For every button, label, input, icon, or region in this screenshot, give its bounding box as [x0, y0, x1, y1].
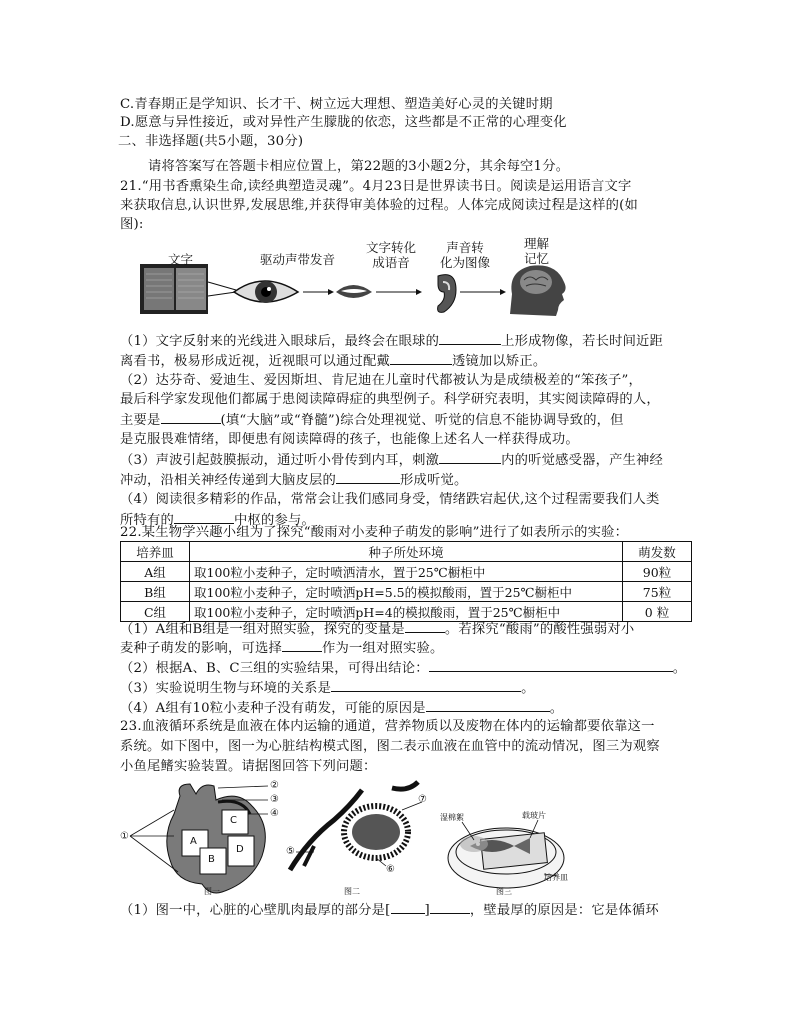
flow-label-speech: 文字转化 成语音 — [366, 240, 417, 270]
flow-label-text: 文字 — [168, 252, 194, 267]
text: 。 — [672, 661, 687, 676]
text: 中枢的参与。 — [234, 513, 315, 528]
q23-text-2: 系统。如下图中，图一为心脏结构模式图，图二表示血液在血管中的流动情况，图三为观察 — [120, 739, 660, 754]
text: ] — [424, 903, 430, 918]
answer-blank[interactable] — [161, 410, 221, 424]
q21-3-line-2 — [120, 470, 467, 490]
answer-blank[interactable] — [430, 900, 470, 914]
slide-label: 载玻片 — [522, 811, 546, 820]
text: （3）实验说明生物与环境的关系是 — [120, 681, 332, 696]
text: （1）A组和B组是一组对照实验，探究的变量是 — [120, 622, 405, 637]
reading-flow-art — [138, 234, 578, 318]
section-heading: 二、非选择题(共5小题，30分) — [118, 134, 304, 149]
text: （4）A组有10粒小麦种子没有萌发，可能的原因是 — [120, 701, 426, 716]
q21-1-line-2 — [120, 351, 546, 371]
book-icon — [140, 264, 236, 314]
q21-text-1: 21.“用书香熏染生命,读经典塑造灵魂”。4月23日是世界读书日。阅读是运用语言文字 — [120, 179, 632, 194]
answer-blank[interactable] — [405, 619, 445, 633]
text: 麦种子萌发的影响，可选择 — [120, 641, 282, 656]
petri-dish-label: 培养皿 — [544, 873, 568, 882]
reading-process-diagram — [138, 234, 578, 318]
text: （3）声波引起鼓膜振动，通过听小骨传到内耳，刺激 — [120, 453, 440, 468]
q21-2-line-4: 是克服畏难情绪，即便患有阅读障碍的孩子，也能像上述名人一样获得成功。 — [120, 432, 579, 447]
capillary-diagram — [290, 782, 422, 870]
text: （1）图一中，心脏的心壁肌肉最厚的部分是[ — [120, 903, 391, 918]
text: 离看书，极易形成近视，近视眼可以通过配戴 — [120, 354, 390, 369]
q22-1-line-2 — [120, 638, 443, 658]
table-cell: 75粒 — [623, 582, 692, 602]
text: 冲动，沿相关神经传递到大脑皮层的 — [120, 473, 336, 488]
table-header: 萌发数 — [623, 542, 692, 562]
q21-3-line-1 — [120, 450, 663, 470]
table-cell: A组 — [121, 562, 190, 582]
heart-marker-4: ④ — [270, 808, 279, 819]
vessel-marker-7: ⑦ — [418, 794, 427, 805]
text: ，壁最厚的原因是：它是体循环 — [469, 903, 659, 918]
q21-text-3: 图): — [120, 217, 144, 232]
chamber-b: B — [208, 854, 215, 865]
text: （2）根据A、B、C三组的实验结果，可得出结论： — [120, 661, 429, 676]
q22-4-line — [120, 698, 563, 718]
answer-blank[interactable] — [426, 698, 550, 712]
chamber-d: D — [236, 844, 244, 855]
figure-3-caption: 图三 — [496, 887, 512, 896]
heart-marker-2: ② — [270, 780, 279, 791]
figure-2-caption: 图二 — [344, 887, 360, 896]
answer-blank[interactable] — [331, 678, 521, 692]
flow-label-voice: 驱动声带发音 — [260, 252, 336, 267]
text: 。若探究“酸雨”的酸性强弱对小 — [444, 622, 635, 637]
chamber-c: C — [230, 815, 237, 826]
text: 。 — [521, 681, 535, 696]
text: （1）文字反射来的光线进入眼球后，最终会在眼球的 — [120, 334, 440, 349]
text: 形成听觉。 — [399, 473, 468, 488]
heart-diagram — [130, 784, 268, 893]
table-cell: 取100粒小麦种子，定时喷洒清水，置于25℃橱柜中 — [190, 562, 623, 582]
table-cell: B组 — [121, 582, 190, 602]
q23-1-line — [120, 900, 659, 920]
table-header-row — [121, 542, 692, 562]
wet-cotton-label: 湿棉絮 — [440, 813, 464, 822]
text: 上形成物像，若长时间近距 — [501, 334, 664, 349]
q21-2-line-3 — [120, 410, 624, 430]
table-cell: 取100粒小麦种子，定时喷洒pH=4的模拟酸雨，置于25℃橱柜中 — [190, 602, 623, 622]
heart-marker-3: ③ — [270, 794, 279, 805]
table-cell: 取100粒小麦种子，定时喷洒pH=5.5的模拟酸雨，置于25℃橱柜中 — [190, 582, 623, 602]
table-row — [121, 562, 692, 582]
table-row — [121, 582, 692, 602]
q23-figures-art — [118, 780, 578, 898]
q23-figures — [118, 780, 578, 898]
experiment-table — [120, 541, 692, 622]
q21-1-line-1 — [120, 331, 663, 351]
text: 。 — [549, 701, 564, 716]
instruction: 请将答案写在答题卡相应位置上，第22题的3小题2分，其余每空1分。 — [148, 159, 570, 174]
q21-4-line-1: （4）阅读很多精彩的作品，常常会让我们感同身受，情绪跌宕起伏,这个过程需要我们人类 — [120, 492, 660, 507]
answer-blank[interactable] — [174, 510, 234, 524]
answer-blank[interactable] — [439, 331, 501, 345]
mouth-icon — [336, 285, 372, 298]
answer-blank[interactable] — [439, 450, 501, 464]
ear-icon — [438, 275, 456, 313]
answer-blank[interactable] — [282, 638, 322, 652]
q22-3-line — [120, 678, 535, 698]
figure-1-caption: 图一 — [204, 887, 220, 896]
heart-marker-1: ① — [120, 831, 129, 842]
q23-text-3: 小鱼尾鳍实验装置。请据图回答下列问题： — [120, 759, 377, 774]
answer-blank[interactable] — [336, 470, 400, 484]
table-cell: 0 粒 — [623, 602, 692, 622]
vessel-marker-5: ⑤ — [286, 846, 295, 857]
chamber-a: A — [190, 836, 197, 847]
answer-blank[interactable] — [391, 900, 425, 914]
q21-text-2: 来获取信息,认识世界,发展思维,并获得审美体验的过程。人体完成阅读过程是这样的(如 — [120, 198, 639, 213]
flow-label-memory: 理解 记忆 — [524, 236, 550, 266]
brain-head-icon — [510, 265, 566, 316]
text: 主要是 — [120, 413, 161, 428]
q23-text-1: 23.血液循环系统是血液在体内运输的通道，营养物质以及废物在体内的运输都要依靠这一 — [120, 719, 655, 734]
eye-icon — [234, 281, 298, 303]
text: (填“大脑”或“脊髓”)综合处理视觉、听觉的信息不能协调导致的，但 — [220, 413, 624, 428]
answer-blank[interactable] — [429, 658, 673, 672]
table-header: 种子所处环境 — [190, 542, 623, 562]
table-header: 培养皿 — [121, 542, 190, 562]
q22-2-line — [120, 658, 686, 678]
option-c: C.青春期正是学知识、长才干、树立远大理想、塑造美好心灵的关键时期 — [120, 97, 553, 112]
text: 内的听觉感受器，产生神经 — [501, 453, 664, 468]
text: 作为一组对照实验。 — [321, 641, 444, 656]
text: 所特有的 — [120, 513, 174, 528]
text: 透镜加以矫正。 — [451, 354, 547, 369]
answer-blank[interactable] — [390, 351, 452, 365]
q21-2-line-1: （2）达芬奇、爱迪生、爱因斯坦、肯尼迪在儿童时代都被认为是成绩极差的“笨孩子”， — [120, 373, 643, 388]
option-d: D.愿意与异性接近，或对异性产生朦胧的依恋，这些都是不正常的心理变化 — [120, 115, 567, 130]
q21-2-line-2: 最后科学家发现他们都属于患阅读障碍症的典型例子。科学研究表明，其实阅读障碍的人， — [120, 392, 660, 407]
flow-label-image: 声音转 化为图像 — [440, 240, 491, 270]
vessel-marker-6: ⑥ — [386, 864, 395, 875]
q22-text: 22.某生物学兴趣小组为了探究“酸雨对小麦种子萌发的影响”进行了如表所示的实验： — [120, 525, 629, 540]
q22-1-line-1 — [120, 619, 634, 639]
table-cell: 90粒 — [623, 562, 692, 582]
table-cell: C组 — [121, 602, 190, 622]
